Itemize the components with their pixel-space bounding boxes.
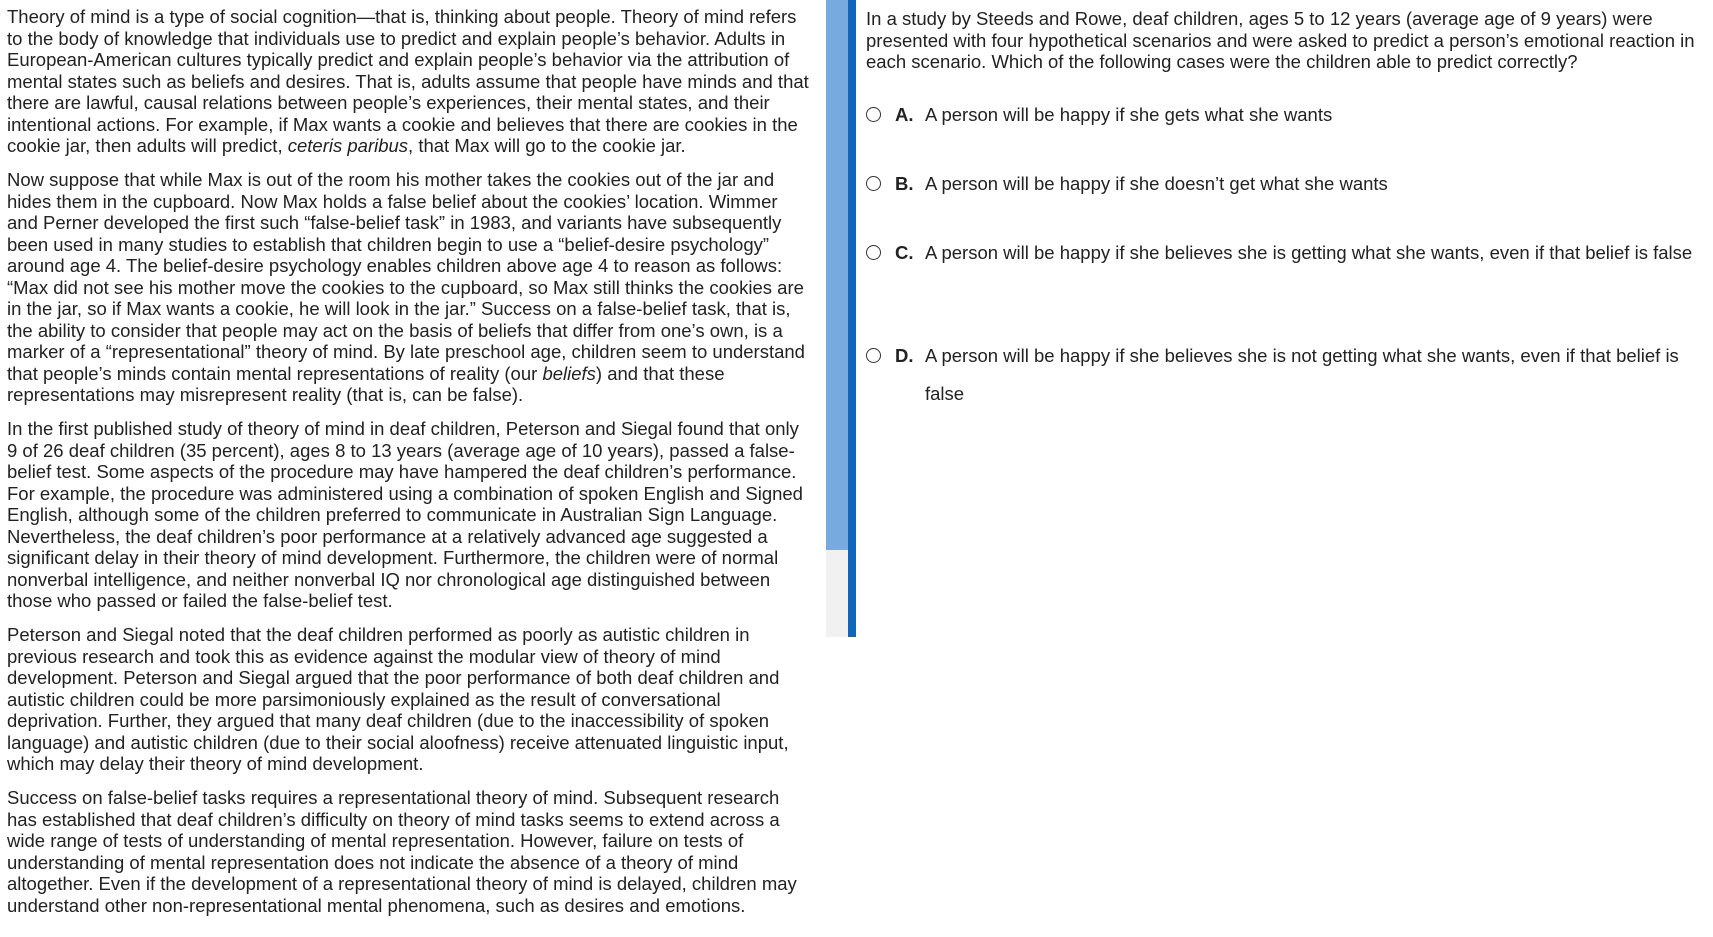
passage-italic-term: ceteris paribus [287, 135, 409, 156]
choice-text: A person will be happy if she believes she is getting what she wants, even if that belief is false [925, 242, 1693, 263]
passage-text-span: Theory of mind is a type of social cognition—that is, thinking about people. Theory of mind refers to the body of knowledge that individuals use to predict and explain people’s behavior. Adults in European-American cultures typically predict and explain people’s behavior via the attribution of mental states such as beliefs and desires. That is, adults assume that people have minds and that there are lawful, causal relations between people’s experiences, their mental states, and their intentional actions. For example, if Max wants a cookie and believes that there are cookies in the cookie jar, then adults will predict, [7, 6, 809, 156]
choice-a[interactable] [866, 104, 1705, 134]
passage-text-span: Now suppose that while Max is out of the room his mother takes the cookies out of the jar and hides them in the cupboard. Now Max holds a false belief about the cookies’ location. Wimmer and Perner developed the first such “false-belief task” in 1983, and variants have subsequently been used in many studies to establish that children begin to use a “belief-desire psychology” around age 4. The belief-desire psychology enables children above age 4 to reason as follows: “Max did not see his mother move the cookies to the cupboard, so Max still thinks the cookies are in the jar, so if Max wants a cookie, he will look in the jar.” Success on a false-belief task, that is, the ability to consider that people may act on the basis of beliefs that differ from one’s own, is a marker of a “representational” theory of mind. By late preschool age, children seem to understand that people’s minds contain mental representations of reality (our [7, 169, 805, 384]
question-pane [866, 8, 1706, 404]
radio-button-b[interactable] [866, 176, 881, 191]
choice-text: A person will be happy if she doesn’t get what she wants [925, 173, 1388, 194]
choice-letter: B. [895, 173, 914, 194]
choice-b[interactable] [866, 173, 1705, 203]
choice-text: A person will be happy if she gets what she wants [925, 104, 1333, 125]
choice-letter: D. [895, 345, 914, 366]
passage-pane[interactable] [0, 0, 820, 937]
passage-text-span: , that Max will go to the cookie jar. [408, 135, 686, 156]
passage-text [7, 6, 812, 929]
passage-scrollbar-thumb[interactable] [826, 0, 848, 550]
passage-paragraph-1 [7, 6, 812, 157]
pane-divider [826, 0, 856, 637]
divider-line [848, 0, 856, 637]
radio-button-d[interactable] [866, 348, 881, 363]
passage-paragraph-3: In the first published study of theory of mind in deaf children, Peterson and Siegal found that only 9 of 26 deaf children (35 percent), ages 8 to 13 years (average age of 10 years), passed a false-belief test. Some aspects of the procedure may have hampered the deaf children’s performance. For example, the procedure was administered using a combination of spoken English and Signed English, although some of the children preferred to communicate in Australian Sign Language. Nevertheless, the deaf children’s poor performance at a relatively advanced age suggested a significant delay in their theory of mind development. Furthermore, the children were of normal nonverbal intelligence, and neither nonverbal IQ nor chronological age distinguished between those who passed or failed the false-belief test. [7, 418, 803, 611]
passage-italic-term: beliefs [542, 362, 596, 384]
radio-button-c[interactable] [866, 245, 881, 260]
passage-paragraph-4: Peterson and Siegal noted that the deaf children performed as poorly as autistic children in previous research and took this as evidence against the modular view of theory of mind development. Peterson and Siegal argued that the poor performance of both deaf children and autistic children could be more parsimoniously explained as the result of conversational deprivation. Further, they argued that many deaf children (due to the inaccessibility of spoken language) and autistic children (due to their social aloofness) receive attenuated linguistic input, which may delay their theory of mind development. [7, 624, 789, 774]
question-stem: In a study by Steeds and Rowe, deaf children, ages 5 to 12 years (average age of 9 years) were presented with four hypothetical scenarios and were asked to predict a person’s emotional reaction in each scenario. Which of the following cases were the children able to predict correctly? [866, 8, 1695, 72]
choice-text: A person will be happy if she believes she is not getting what she wants, even if that belief is false [925, 345, 1679, 404]
passage-scrollbar[interactable] [826, 0, 848, 637]
radio-button-a[interactable] [866, 107, 881, 122]
passage-paragraph-2 [7, 169, 812, 406]
choice-d[interactable] [866, 345, 1705, 412]
choice-letter: A. [895, 104, 914, 125]
passage-paragraph-5: Success on false-belief tasks requires a representational theory of mind. Subsequent research has established that deaf children’s difficulty on theory of mind tasks seems to extend across a wide range of tests of understanding of mental representation. However, failure on tests of understanding of mental representation does not indicate the absence of a theory of mind altogether. Even if the development of a representational theory of mind is delayed, children may understand other non-representational mental phenomena, such as desires and emotions. [7, 787, 797, 916]
choice-letter: C. [895, 242, 914, 263]
passage-text-span: ) and that these representations may misrepresent reality (that is, can be false). [7, 362, 725, 405]
choice-c[interactable] [866, 242, 1705, 272]
